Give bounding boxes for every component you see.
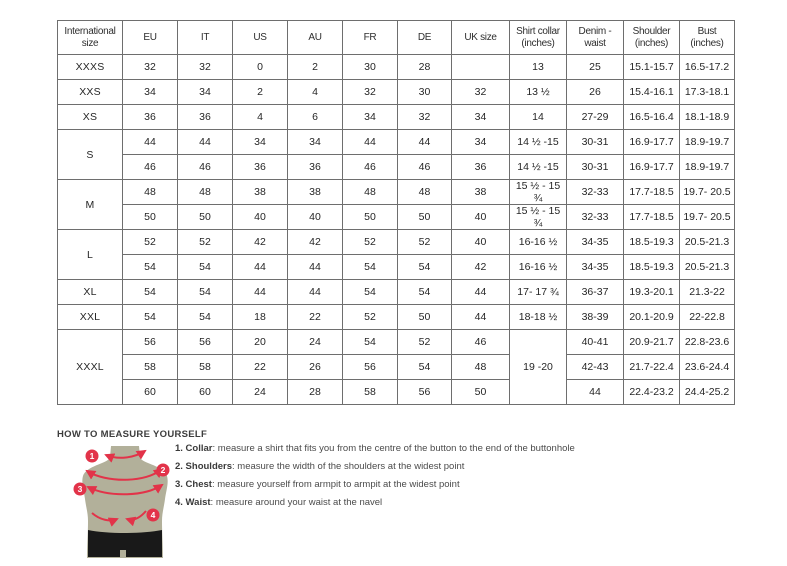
size-value-cell: 22.4-23.2 <box>624 380 680 405</box>
size-value-cell: 44 <box>343 130 398 155</box>
size-value-cell: 22 <box>288 305 343 330</box>
size-value-cell: 42 <box>288 230 343 255</box>
size-label-cell: M <box>58 180 123 230</box>
size-value-cell: 56 <box>178 330 233 355</box>
size-value-cell: 54 <box>343 280 398 305</box>
size-value-cell: 4 <box>233 105 288 130</box>
size-value-cell: 32 <box>123 55 178 80</box>
size-label-cell: XXL <box>58 305 123 330</box>
size-value-cell: 54 <box>123 280 178 305</box>
marker-4-label: 4 <box>150 510 156 520</box>
size-value-cell: 22.8-23.6 <box>680 330 735 355</box>
size-value-cell: 42-43 <box>567 355 624 380</box>
size-value-cell: 44 <box>178 130 233 155</box>
size-value-cell: 18.9-19.7 <box>680 155 735 180</box>
size-value-cell: 44 <box>233 280 288 305</box>
size-value-cell: 30 <box>398 80 452 105</box>
size-value-cell: 60 <box>123 380 178 405</box>
size-value-cell: 46 <box>398 155 452 180</box>
column-header: Denim - waist <box>567 21 624 55</box>
size-value-cell: 48 <box>123 180 178 205</box>
size-value-cell: 28 <box>288 380 343 405</box>
size-value-cell: 14 ½ -15 <box>510 130 567 155</box>
size-value-cell: 20.5-21.3 <box>680 255 735 280</box>
size-value-cell: 52 <box>398 330 452 355</box>
size-value-cell: 32 <box>452 80 510 105</box>
size-value-cell: 15 ½ - 15 ¾ <box>510 205 567 230</box>
size-chart-body <box>58 55 735 405</box>
marker-2-label: 2 <box>160 465 166 475</box>
size-value-cell: 58 <box>178 355 233 380</box>
size-value-cell: 34 <box>233 130 288 155</box>
size-value-cell: 38 <box>288 180 343 205</box>
column-header: US <box>233 21 288 55</box>
size-value-cell: 13 <box>510 55 567 80</box>
table-row <box>58 380 735 405</box>
size-value-cell: 46 <box>123 155 178 180</box>
table-row <box>58 330 735 355</box>
measurement-figure <box>58 443 183 566</box>
size-label-cell: S <box>58 130 123 180</box>
marker-1-label: 1 <box>89 451 95 461</box>
size-value-cell: 36 <box>452 155 510 180</box>
size-value-cell: 40 <box>452 230 510 255</box>
size-value-cell: 40 <box>452 205 510 230</box>
size-value-cell: 15.1-15.7 <box>624 55 680 80</box>
size-value-cell: 30 <box>343 55 398 80</box>
size-value-cell: 20.9-21.7 <box>624 330 680 355</box>
size-value-cell: 18.9-19.7 <box>680 130 735 155</box>
size-value-cell: 34 <box>452 105 510 130</box>
size-value-cell: 0 <box>233 55 288 80</box>
size-value-cell: 16.5-17.2 <box>680 55 735 80</box>
size-value-cell: 38 <box>452 180 510 205</box>
size-value-cell: 52 <box>123 230 178 255</box>
size-value-cell: 25 <box>567 55 624 80</box>
size-value-cell: 36 <box>123 105 178 130</box>
table-row <box>58 80 735 105</box>
size-value-cell: 50 <box>123 205 178 230</box>
size-value-cell: 38 <box>233 180 288 205</box>
size-value-cell: 16-16 ½ <box>510 230 567 255</box>
column-header: IT <box>178 21 233 55</box>
table-row <box>58 305 735 330</box>
size-value-cell: 44 <box>123 130 178 155</box>
size-value-cell: 16-16 ½ <box>510 255 567 280</box>
size-value-cell: 34 <box>288 130 343 155</box>
size-value-cell: 50 <box>398 305 452 330</box>
column-header: EU <box>123 21 178 55</box>
size-value-cell: 50 <box>178 205 233 230</box>
size-value-cell: 44 <box>288 280 343 305</box>
size-value-cell: 50 <box>343 205 398 230</box>
size-value-cell: 56 <box>343 355 398 380</box>
size-value-cell: 17- 17 ¾ <box>510 280 567 305</box>
size-value-cell: 2 <box>288 55 343 80</box>
size-value-cell: 17.7-18.5 <box>624 205 680 230</box>
size-value-cell: 54 <box>123 255 178 280</box>
size-value-cell: 19.7- 20.5 <box>680 205 735 230</box>
size-value-cell <box>452 55 510 80</box>
size-value-cell: 22 <box>233 355 288 380</box>
size-value-cell: 54 <box>343 330 398 355</box>
size-value-cell: 42 <box>452 255 510 280</box>
size-value-cell: 18.5-19.3 <box>624 255 680 280</box>
size-value-cell: 60 <box>178 380 233 405</box>
instruction-term: 2. Shoulders <box>175 461 233 472</box>
size-value-cell: 46 <box>343 155 398 180</box>
size-value-cell: 44 <box>288 255 343 280</box>
size-value-cell: 20 <box>233 330 288 355</box>
size-value-cell: 27-29 <box>567 105 624 130</box>
size-value-cell: 15 ½ - 15 ¾ <box>510 180 567 205</box>
size-value-cell: 17.7-18.5 <box>624 180 680 205</box>
size-value-cell: 54 <box>343 255 398 280</box>
size-value-cell: 24 <box>288 330 343 355</box>
size-value-cell: 2 <box>233 80 288 105</box>
instruction-term: 3. Chest <box>175 479 212 490</box>
size-value-cell: 56 <box>398 380 452 405</box>
table-row <box>58 180 735 205</box>
column-header: Shoulder (inches) <box>624 21 680 55</box>
size-value-cell: 52 <box>398 230 452 255</box>
size-value-cell: 46 <box>178 155 233 180</box>
column-header: International size <box>58 21 123 55</box>
size-value-cell: 54 <box>178 255 233 280</box>
column-header: DE <box>398 21 452 55</box>
column-header: Bust (inches) <box>680 21 735 55</box>
size-value-cell: 44 <box>233 255 288 280</box>
size-value-cell: 48 <box>452 355 510 380</box>
table-row <box>58 255 735 280</box>
size-value-cell: 18.5-19.3 <box>624 230 680 255</box>
table-row <box>58 130 735 155</box>
size-value-cell: 14 ½ -15 <box>510 155 567 180</box>
column-header: UK size <box>452 21 510 55</box>
size-value-cell: 54 <box>178 280 233 305</box>
instruction-term: 4. Waist <box>175 497 211 508</box>
size-value-cell: 32 <box>178 55 233 80</box>
size-value-cell: 34-35 <box>567 255 624 280</box>
size-value-cell: 30-31 <box>567 155 624 180</box>
size-value-cell: 16.5-16.4 <box>624 105 680 130</box>
size-value-cell: 16.9-17.7 <box>624 130 680 155</box>
size-value-cell: 40-41 <box>567 330 624 355</box>
size-label-cell: XXXL <box>58 330 123 405</box>
size-value-cell: 18.1-18.9 <box>680 105 735 130</box>
size-value-cell: 22-22.8 <box>680 305 735 330</box>
size-chart-header <box>58 21 735 55</box>
size-value-cell: 32 <box>343 80 398 105</box>
size-value-cell: 40 <box>233 205 288 230</box>
size-value-cell: 56 <box>123 330 178 355</box>
size-chart-table <box>57 20 735 405</box>
size-value-cell: 54 <box>398 355 452 380</box>
size-value-cell: 6 <box>288 105 343 130</box>
size-value-cell: 34-35 <box>567 230 624 255</box>
table-row <box>58 155 735 180</box>
size-value-cell: 42 <box>233 230 288 255</box>
size-value-cell: 32-33 <box>567 180 624 205</box>
size-value-cell: 32 <box>398 105 452 130</box>
table-row <box>58 205 735 230</box>
table-row <box>58 105 735 130</box>
size-value-cell: 44 <box>452 305 510 330</box>
size-value-cell: 19.7- 20.5 <box>680 180 735 205</box>
marker-3-label: 3 <box>77 484 83 494</box>
size-label-cell: L <box>58 230 123 280</box>
measure-instruction: 1. Collar: measure a shirt that fits you from the centre of the button to the end of the buttonhole <box>175 443 575 454</box>
size-value-cell: 52 <box>178 230 233 255</box>
size-value-cell: 32-33 <box>567 205 624 230</box>
size-value-cell: 44 <box>452 280 510 305</box>
measure-instruction: 4. Waist: measure around your waist at the navel <box>175 497 383 508</box>
size-value-cell: 34 <box>452 130 510 155</box>
table-row <box>58 280 735 305</box>
size-value-cell: 44 <box>398 130 452 155</box>
size-value-cell: 16.9-17.7 <box>624 155 680 180</box>
size-value-cell: 19.3-20.1 <box>624 280 680 305</box>
column-header: AU <box>288 21 343 55</box>
size-value-cell: 17.3-18.1 <box>680 80 735 105</box>
size-value-cell: 18-18 ½ <box>510 305 567 330</box>
size-value-cell: 18 <box>233 305 288 330</box>
header-row <box>58 21 735 55</box>
size-value-cell: 4 <box>288 80 343 105</box>
size-value-cell: 50 <box>452 380 510 405</box>
size-value-cell: 38-39 <box>567 305 624 330</box>
size-value-cell: 19 -20 <box>510 330 567 405</box>
size-value-cell: 54 <box>178 305 233 330</box>
size-value-cell: 20.1-20.9 <box>624 305 680 330</box>
size-value-cell: 15.4-16.1 <box>624 80 680 105</box>
size-value-cell: 40 <box>288 205 343 230</box>
measure-instructions <box>175 442 575 514</box>
size-value-cell: 21.7-22.4 <box>624 355 680 380</box>
size-value-cell: 26 <box>288 355 343 380</box>
size-value-cell: 23.6-24.4 <box>680 355 735 380</box>
measure-instruction: 3. Chest: measure yourself from armpit to armpit at the widest point <box>175 479 460 490</box>
instruction-term: 1. Collar <box>175 443 213 454</box>
size-value-cell: 21.3-22 <box>680 280 735 305</box>
table-row <box>58 230 735 255</box>
size-value-cell: 52 <box>343 305 398 330</box>
size-value-cell: 13 ½ <box>510 80 567 105</box>
size-value-cell: 58 <box>343 380 398 405</box>
table-row <box>58 55 735 80</box>
size-value-cell: 14 <box>510 105 567 130</box>
size-value-cell: 48 <box>178 180 233 205</box>
size-value-cell: 24 <box>233 380 288 405</box>
size-value-cell: 48 <box>343 180 398 205</box>
size-value-cell: 36 <box>288 155 343 180</box>
measure-heading: HOW TO MEASURE YOURSELF <box>57 429 208 440</box>
column-header: Shirt collar (inches) <box>510 21 567 55</box>
size-value-cell: 34 <box>343 105 398 130</box>
size-value-cell: 36-37 <box>567 280 624 305</box>
size-label-cell: XS <box>58 105 123 130</box>
size-value-cell: 54 <box>398 255 452 280</box>
size-value-cell: 54 <box>123 305 178 330</box>
size-value-cell: 36 <box>178 105 233 130</box>
size-value-cell: 48 <box>398 180 452 205</box>
table-row <box>58 355 735 380</box>
size-label-cell: XL <box>58 280 123 305</box>
measure-instruction: 2. Shoulders: measure the width of the shoulders at the widest point <box>175 461 465 472</box>
size-value-cell: 34 <box>178 80 233 105</box>
column-header: FR <box>343 21 398 55</box>
size-label-cell: XXS <box>58 80 123 105</box>
size-value-cell: 46 <box>452 330 510 355</box>
size-value-cell: 28 <box>398 55 452 80</box>
size-value-cell: 44 <box>567 380 624 405</box>
size-value-cell: 24.4-25.2 <box>680 380 735 405</box>
size-value-cell: 34 <box>123 80 178 105</box>
size-label-cell: XXXS <box>58 55 123 80</box>
size-value-cell: 50 <box>398 205 452 230</box>
size-value-cell: 58 <box>123 355 178 380</box>
size-value-cell: 20.5-21.3 <box>680 230 735 255</box>
size-value-cell: 54 <box>398 280 452 305</box>
size-value-cell: 52 <box>343 230 398 255</box>
size-value-cell: 30-31 <box>567 130 624 155</box>
size-value-cell: 26 <box>567 80 624 105</box>
size-value-cell: 36 <box>233 155 288 180</box>
